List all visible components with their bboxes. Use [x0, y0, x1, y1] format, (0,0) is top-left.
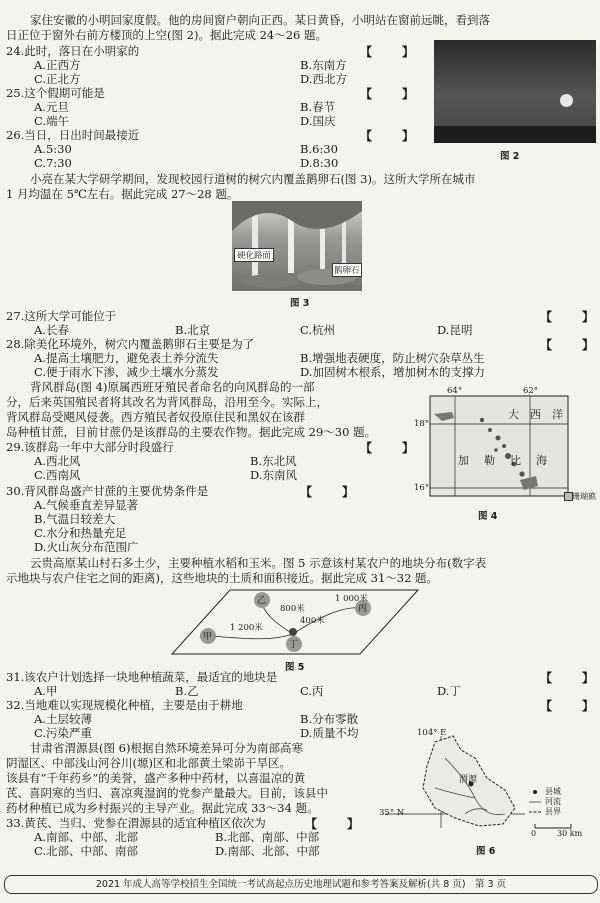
lat-label: 35° N [379, 808, 405, 818]
county-map-graphic [375, 728, 597, 838]
sunset-photo [434, 40, 596, 143]
intro-line: 阴湿区、中部浅山河谷川(塬)区和北部黄土梁峁干旱区。 [6, 756, 291, 770]
option-a[interactable]: A.西北风 [34, 454, 81, 468]
question-stem: 24.此时，落日在小明家的 [6, 44, 140, 58]
intro-line: 分，后来英国殖民者将其改名为背风群岛，沿用至今。实际上， [6, 395, 328, 409]
option-d[interactable]: D.南部、北部、中部 [215, 844, 320, 858]
option-b[interactable]: B.气温日较差大 [34, 512, 116, 526]
option-a[interactable]: A.正西方 [34, 58, 81, 72]
campus-photo [232, 201, 362, 291]
answer-bracket[interactable]: 【 】 [305, 817, 362, 831]
intro-line: 日正位于窗外右前方楼顶的上空(图 2)。据此完成 24～26 题。 [6, 28, 328, 42]
lat-label: 16° [414, 483, 430, 493]
question-stem: 31.该农户计划选择一块地种植蔬菜，最适宜的地块是 [6, 670, 278, 684]
intro-line: 小亮在某大学研学期间，发现校园行道树的树穴内覆盖鹅卵石(图 3)。这所大学所在城市 [30, 172, 476, 186]
tree-pits-illustration [232, 201, 362, 291]
option-d[interactable]: D.西北方 [300, 72, 347, 86]
option-d[interactable]: D.昆明 [437, 323, 473, 337]
figure-caption: 图 5 [285, 662, 305, 673]
option-b[interactable]: B.分布零散 [300, 712, 359, 726]
lon-label: 104° E [417, 728, 447, 738]
weiyuan-county-map [375, 728, 597, 838]
scale-label: 30 km [557, 829, 583, 838]
leeward-islands-map [412, 386, 598, 504]
question-stem: 33.黄芪、当归、党参在渭源县的适宜种植区依次为 [6, 816, 266, 830]
option-b[interactable]: B.乙 [175, 684, 199, 698]
option-c[interactable]: C.杭州 [300, 323, 336, 337]
option-c[interactable]: C.丙 [300, 684, 324, 698]
option-a[interactable]: A.气候垂直差异显著 [34, 498, 138, 512]
answer-bracket[interactable]: 【 】 [300, 485, 357, 499]
question-stem: 26.当日，日出时间最接近 [6, 128, 140, 142]
figure-caption: 图 2 [500, 151, 520, 162]
option-a[interactable]: A.提高土壤肥力，避免表土养分流失 [34, 351, 219, 365]
option-c[interactable]: C.便于雨水下渗，减少土壤水分蒸发 [34, 365, 219, 379]
answer-bracket[interactable]: 【 】 [540, 310, 597, 324]
plot-ding: 丁 [289, 640, 299, 650]
sun-icon [560, 94, 573, 107]
option-d[interactable]: D.加固树木根系，增加树木的支撑力 [300, 365, 485, 379]
intro-line: 示地块与农户住宅之间的距离)，这些地块的土质和面积接近。据此完成 31～32 题。 [6, 571, 439, 585]
option-a[interactable]: A.南部、中部、北部 [34, 830, 138, 844]
legend-county-seat: 县城 [545, 787, 561, 796]
intro-line: 岛种植甘蔗，目前甘蔗仍是该群岛的主要农作物。据此完成 29～30 题。 [6, 425, 377, 439]
intro-line: 云贵高原某山村石多土少，主要种植水稻和玉米。图 5 示意该村某农户的地块分布(数字表 [30, 556, 487, 570]
option-c[interactable]: C.西南风 [34, 468, 81, 482]
option-d[interactable]: D.国庆 [300, 114, 336, 128]
answer-bracket[interactable]: 【 】 [540, 671, 597, 685]
legend-label: 珊瑚礁 [572, 492, 596, 501]
option-d[interactable]: D.丁 [437, 684, 461, 698]
map-graphic [412, 386, 598, 504]
label-pebbles: 鹅卵石 [332, 263, 362, 277]
question-stem: 29.该群岛一年中大部分时段盛行 [6, 440, 174, 454]
option-c[interactable]: C.污染严重 [34, 726, 93, 740]
option-d[interactable]: D.8:30 [300, 156, 339, 170]
answer-bracket[interactable]: 【 】 [360, 129, 417, 143]
option-b[interactable]: B.增强地表硬度，防止树穴杂草丛生 [300, 351, 485, 365]
county-label: 渭源 [459, 775, 478, 785]
distance-bing: 1 000米 [335, 594, 368, 604]
distance-yi: 800米 [280, 604, 305, 614]
option-d[interactable]: D.火山灰分布范围广 [34, 540, 139, 554]
rooftop-silhouette [434, 126, 596, 143]
option-b[interactable]: B.北京 [175, 323, 211, 337]
option-c[interactable]: C.正北方 [34, 72, 81, 86]
sea-label: 加 勒 比 海 [458, 454, 549, 467]
option-c[interactable]: C.水分和热量充足 [34, 526, 127, 540]
question-stem: 27.这所大学可能位于 [6, 309, 117, 323]
option-a[interactable]: A.5:30 [34, 142, 72, 156]
label-hard-road: 硬化路面 [234, 248, 274, 262]
page-footer: 2021 年成人高等学校招生全国统一考试高起点历史地理试题和参考答案及解析(共 8 页) 第 3 页 [4, 875, 598, 894]
answer-bracket[interactable]: 【 】 [360, 441, 417, 455]
plot-jia: 甲 [203, 632, 213, 642]
lat-label: 18° [414, 419, 430, 429]
figure-caption: 图 4 [478, 511, 498, 522]
option-b[interactable]: B.春节 [300, 100, 336, 114]
plot-yi: 乙 [257, 596, 267, 606]
distance-jia: 1 200米 [230, 623, 263, 633]
question-stem: 30.背风群岛盛产甘蔗的主要优势条件是 [6, 484, 209, 498]
intro-line: 药材种植已成为乡村振兴的主导产业。据此完成 33～34 题。 [6, 801, 319, 815]
question-stem: 25.这个假期可能是 [6, 86, 105, 100]
answer-bracket[interactable]: 【 】 [540, 338, 597, 352]
scale-zero: 0 [531, 829, 537, 838]
intro-line: 甘肃省渭源县(图 6)根据自然环境差异可分为南部高寒 [30, 741, 303, 755]
option-c[interactable]: C.7:30 [34, 156, 72, 170]
intro-line: 背风群岛(图 4)原属西班牙殖民者命名的向风群岛的一部 [30, 380, 315, 394]
intro-line: 1 月均温在 5℃左右。据此完成 27～28 题。 [6, 187, 239, 201]
option-b[interactable]: B.东南方 [300, 58, 347, 72]
option-b[interactable]: B.6:30 [300, 142, 338, 156]
lon-label: 64° [447, 386, 463, 396]
plot-bing: 丙 [358, 604, 368, 614]
option-c[interactable]: C.北部、中部、南部 [34, 844, 139, 858]
figure-caption: 图 6 [476, 846, 496, 857]
answer-bracket[interactable]: 【 】 [540, 699, 597, 713]
question-stem: 28.除美化环境外，树穴内覆盖鹅卵石主要是为了 [6, 337, 255, 351]
option-a[interactable]: A.土层较薄 [34, 712, 92, 726]
option-a[interactable]: A.元旦 [34, 100, 69, 114]
option-c[interactable]: C.端午 [34, 114, 70, 128]
plot-distribution-diagram [170, 586, 420, 658]
intro-line: 芪、喜阴寒的当归、喜凉爽湿润的党参产量最大。目前，该县中 [6, 786, 328, 800]
figure-caption: 图 3 [290, 298, 310, 309]
option-a[interactable]: A.长春 [34, 323, 69, 337]
lon-label: 62° [523, 386, 539, 396]
intro-line: 背风群岛受飓风侵袭。西方殖民者奴役原住民和黑奴在该群 [6, 410, 305, 424]
question-stem: 32.当地难以实现规模化种植，主要是由于耕地 [6, 698, 243, 712]
option-d[interactable]: D.质量不均 [300, 726, 359, 740]
intro-line: 家住安徽的小明回家度假。他的房间窗户朝向正西。某日黄昏，小明站在窗前远眺，看到落 [30, 13, 490, 27]
intro-line: 该县有“千年药乡”的美誉，盛产多种中药材，以喜温凉的黄 [6, 771, 306, 785]
legend-boundary: 县界 [545, 807, 561, 816]
legend-river: 河流 [545, 797, 561, 806]
answer-bracket[interactable]: 【 】 [360, 45, 417, 59]
distance-ding: 400米 [300, 616, 325, 626]
option-b[interactable]: B.东北风 [250, 454, 297, 468]
option-d[interactable]: D.东南风 [250, 468, 297, 482]
option-a[interactable]: A.甲 [34, 684, 58, 698]
option-b[interactable]: B.北部、南部、中部 [215, 830, 320, 844]
ocean-label: 大 西 洋 [508, 408, 563, 421]
answer-bracket[interactable]: 【 】 [360, 87, 417, 101]
